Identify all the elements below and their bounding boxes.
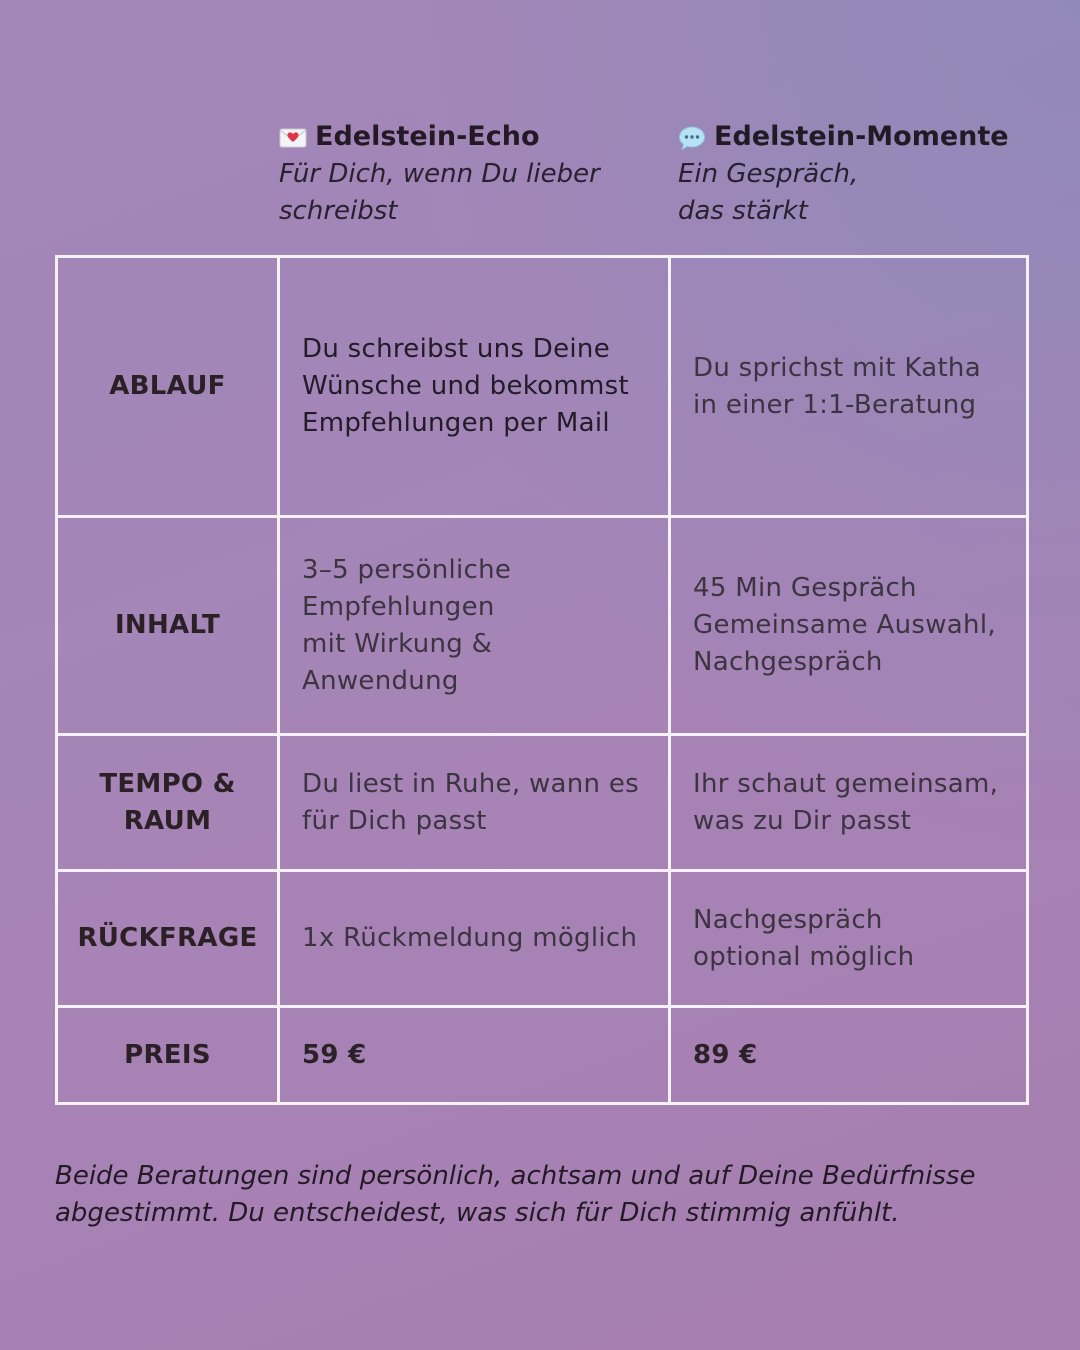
row-label-text: RAUM: [123, 805, 212, 836]
header-subtitle-momente-line1: Ein Gespräch,: [678, 159, 859, 189]
table-row-tempo-raum: [57, 735, 1028, 871]
love-letter-icon: [279, 124, 307, 150]
row-label-text: INHALT: [114, 610, 221, 640]
cell-momente-ablauf: [670, 257, 1028, 517]
row-label-preis: [57, 1007, 279, 1104]
cell-momente-rueckfrage: [670, 871, 1028, 1007]
footer-note: [55, 1158, 1035, 1232]
row-label-text: ABLAUF: [109, 371, 226, 401]
cell-echo-ablauf: [279, 257, 670, 517]
header-subtitle-momente-line2: das stärkt: [678, 196, 808, 226]
cell-line: Du schreibst uns Deine: [302, 334, 611, 364]
cell-line: Empfehlungen: [302, 591, 495, 622]
price-echo: [279, 1007, 670, 1104]
price-value: 59 €: [302, 1039, 367, 1070]
cell-line: Nachgespräch: [693, 904, 883, 935]
cell-line: in einer 1:1-Beratung: [693, 389, 977, 420]
header-subtitle-echo-line2: schreibst: [279, 196, 398, 226]
price-value: 89 €: [693, 1039, 758, 1070]
price-momente: [670, 1007, 1028, 1104]
cell-line: für Dich passt: [302, 805, 487, 836]
cell-momente-inhalt: [670, 517, 1028, 735]
row-label-text: PREIS: [124, 1039, 211, 1070]
cell-line: was zu Dir passt: [693, 805, 912, 836]
table-row-preis: [57, 1007, 1028, 1104]
row-label-text: TEMPO &: [99, 768, 236, 799]
cell-line: mit Wirkung &: [302, 628, 493, 659]
row-label-tempo-raum: [57, 735, 279, 871]
cell-line: Du sprichst mit Katha: [693, 352, 981, 383]
table-row-ablauf: [57, 257, 1028, 517]
header-subtitle-echo: [279, 156, 639, 230]
header-edelstein-echo: [279, 118, 639, 230]
row-label-text: RÜCKFRAGE: [77, 923, 258, 953]
cell-line: 45 Min Gespräch: [693, 573, 917, 603]
comparison-table: [55, 255, 1029, 1105]
header-title-echo: [279, 118, 639, 156]
table-row-inhalt: [57, 517, 1028, 735]
cell-line: Ihr schaut gemeinsam,: [693, 768, 999, 799]
footer-line1: Beide Beratungen sind persönlich, achtsam und auf Deine Bedürfnisse: [55, 1161, 976, 1191]
header-edelstein-momente: [678, 118, 1038, 230]
header-title-echo-text: Edelstein-Echo: [315, 121, 540, 152]
cell-line: 3–5 persönliche: [302, 554, 512, 585]
cell-line: Nachgespräch: [693, 647, 883, 677]
header-title-momente: [678, 118, 1038, 156]
cell-line: 1x Rückmeldung möglich: [302, 923, 638, 953]
table-row-rueckfrage: [57, 871, 1028, 1007]
cell-momente-tempo-raum: [670, 735, 1028, 871]
header-subtitle-echo-line1: Für Dich, wenn Du lieber: [279, 159, 600, 189]
cell-line: Du liest in Ruhe, wann es: [302, 768, 640, 799]
cell-line: optional möglich: [693, 941, 915, 972]
cell-line: Empfehlungen per Mail: [302, 408, 610, 438]
cell-line: Anwendung: [302, 665, 459, 696]
row-label-inhalt: [57, 517, 279, 735]
cell-line: Wünsche und bekommst: [302, 371, 629, 401]
header-title-momente-text: Edelstein-Momente: [714, 121, 1009, 152]
cell-line: Gemeinsame Auswahl,: [693, 610, 996, 640]
row-label-ablauf: [57, 257, 279, 517]
row-label-rueckfrage: [57, 871, 279, 1007]
speech-bubble-icon: [678, 124, 706, 150]
header-subtitle-momente: [678, 156, 1038, 230]
cell-echo-tempo-raum: [279, 735, 670, 871]
cell-echo-rueckfrage: [279, 871, 670, 1007]
cell-echo-inhalt: [279, 517, 670, 735]
footer-line2: abgestimmt. Du entscheidest, was sich für Dich stimmig anfühlt.: [55, 1198, 900, 1228]
